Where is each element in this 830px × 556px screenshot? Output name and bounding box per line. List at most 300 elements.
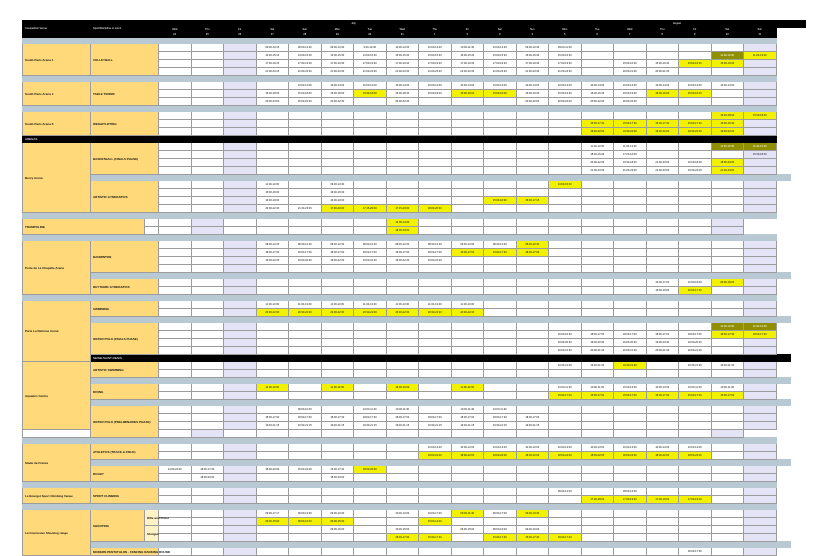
session-cell bbox=[711, 181, 744, 189]
session-cell bbox=[646, 474, 679, 482]
venue-header: Competition Venue bbox=[23, 21, 91, 38]
session-cell bbox=[354, 362, 387, 370]
session-cell bbox=[354, 112, 387, 120]
date-header: 7 bbox=[614, 33, 647, 38]
session-cell bbox=[744, 339, 777, 347]
session-cell bbox=[646, 205, 679, 213]
session-cell: 10:00-13:00 bbox=[646, 384, 679, 392]
session-cell bbox=[191, 370, 224, 378]
session-cell: 15:30-17:30 bbox=[386, 534, 419, 542]
session-cell: 19:00-20:30 bbox=[581, 339, 614, 347]
session-cell bbox=[386, 167, 419, 175]
session-cell: 08:30-12:30 bbox=[354, 241, 387, 249]
session-cell bbox=[711, 309, 744, 317]
session-cell: 15:00-17:00 bbox=[581, 392, 614, 400]
session-cell bbox=[289, 430, 322, 438]
session-cell bbox=[451, 370, 484, 378]
session-cell bbox=[386, 496, 419, 504]
session-cell: 10:00-13:00 bbox=[711, 82, 744, 90]
session-cell: 10:00-14:00 bbox=[614, 82, 647, 90]
schedule-row bbox=[23, 219, 806, 227]
session-cell bbox=[581, 205, 614, 213]
session-cell bbox=[549, 430, 582, 438]
session-cell bbox=[321, 219, 354, 227]
session-cell: 09:00-13:30 bbox=[516, 44, 549, 52]
session-cell bbox=[744, 474, 777, 482]
session-cell bbox=[484, 159, 517, 167]
session-cell: 19:30-22:00 bbox=[614, 128, 647, 136]
session-cell bbox=[354, 452, 387, 460]
session-cell: 20:30-22:30 bbox=[289, 309, 322, 317]
session-cell: 11:00-13:00 bbox=[354, 301, 387, 309]
session-cell bbox=[679, 151, 712, 159]
session-cell: 18:00-17:00 bbox=[451, 414, 484, 422]
session-cell bbox=[679, 52, 712, 60]
session-cell bbox=[744, 167, 777, 175]
session-cell bbox=[549, 496, 582, 504]
session-cell bbox=[191, 496, 224, 504]
session-cell bbox=[224, 98, 257, 106]
session-cell bbox=[159, 90, 192, 98]
session-cell: 18:00-17:00 bbox=[679, 331, 712, 339]
session-cell bbox=[516, 120, 549, 128]
session-cell bbox=[354, 526, 387, 534]
session-cell bbox=[581, 219, 614, 227]
session-cell bbox=[289, 189, 322, 197]
session-cell: 11:00-12:00 bbox=[451, 384, 484, 392]
session-cell bbox=[224, 44, 257, 52]
session-cell: 15:00-18:00 bbox=[256, 90, 289, 98]
schedule-table bbox=[22, 20, 806, 556]
session-cell: 18:00-17:30 bbox=[484, 414, 517, 422]
session-cell bbox=[744, 82, 777, 90]
session-cell bbox=[744, 534, 777, 542]
session-cell: 20:00-21:30 bbox=[679, 347, 712, 355]
session-cell: 15:00-17:40 bbox=[484, 534, 517, 542]
session-cell bbox=[451, 496, 484, 504]
session-cell bbox=[516, 370, 549, 378]
session-cell bbox=[354, 219, 387, 227]
session-cell: 20:30-22:30 bbox=[451, 309, 484, 317]
session-cell bbox=[581, 474, 614, 482]
session-cell bbox=[484, 430, 517, 438]
session-cell bbox=[711, 227, 744, 235]
session-cell bbox=[256, 392, 289, 400]
session-cell bbox=[289, 362, 322, 370]
session-cell: 21:00-23:00 bbox=[614, 167, 647, 175]
schedule-row bbox=[23, 444, 806, 452]
session-cell bbox=[744, 406, 777, 414]
session-cell bbox=[386, 265, 419, 273]
session-cell: 10:00-14:00 bbox=[321, 82, 354, 90]
session-cell bbox=[549, 189, 582, 197]
session-cell bbox=[386, 112, 419, 120]
date-header: 3 bbox=[484, 33, 517, 38]
session-cell bbox=[744, 347, 777, 355]
session-cell: 18:00-20:30 bbox=[419, 205, 452, 213]
session-cell bbox=[451, 331, 484, 339]
session-cell bbox=[256, 370, 289, 378]
session-cell: 09:00-10:30 bbox=[321, 510, 354, 518]
session-cell bbox=[321, 159, 354, 167]
session-cell: 15:00-14:00 bbox=[419, 518, 452, 526]
session-cell: 21:00-23:15 bbox=[256, 68, 289, 76]
session-cell bbox=[711, 241, 744, 249]
session-cell: 15:00-16:00 bbox=[679, 90, 712, 98]
session-cell: 09:00-13:30 bbox=[289, 44, 322, 52]
session-cell bbox=[289, 181, 322, 189]
session-cell bbox=[679, 44, 712, 52]
session-cell: 18:00-17:30 bbox=[711, 331, 744, 339]
session-cell bbox=[354, 323, 387, 331]
session-cell bbox=[646, 488, 679, 496]
session-cell bbox=[451, 362, 484, 370]
session-cell bbox=[679, 205, 712, 213]
session-cell bbox=[159, 309, 192, 317]
session-cell bbox=[679, 68, 712, 76]
session-cell bbox=[484, 488, 517, 496]
session-cell: 09:00-16:00 bbox=[484, 526, 517, 534]
session-cell bbox=[549, 301, 582, 309]
session-cell: 15:00-19:00 bbox=[711, 60, 744, 68]
session-cell: 13:00-15:30 bbox=[549, 181, 582, 189]
session-cell: 10:00-14:00 bbox=[419, 82, 452, 90]
session-cell bbox=[419, 406, 452, 414]
session-cell: 09:00-15:30 bbox=[321, 518, 354, 526]
session-cell bbox=[159, 181, 192, 189]
session-cell bbox=[159, 331, 192, 339]
session-cell: 11:00-13:00 bbox=[256, 181, 289, 189]
session-cell bbox=[516, 279, 549, 287]
session-cell bbox=[549, 112, 582, 120]
session-cell bbox=[679, 534, 712, 542]
session-cell bbox=[354, 496, 387, 504]
session-cell bbox=[289, 120, 322, 128]
sport-name: TABLE TENNIS bbox=[91, 82, 159, 106]
session-cell bbox=[256, 362, 289, 370]
session-cell bbox=[451, 112, 484, 120]
sub-event-name: Shotgun bbox=[145, 526, 159, 542]
session-cell: 17:00-19:30 bbox=[451, 60, 484, 68]
session-cell bbox=[289, 265, 322, 273]
session-cell: 20:00-22:00 bbox=[614, 98, 647, 106]
session-cell bbox=[419, 474, 452, 482]
session-cell bbox=[191, 197, 224, 205]
sport-name: ARTISTIC GYMNASTICS bbox=[91, 181, 159, 213]
session-cell bbox=[549, 249, 582, 257]
session-cell bbox=[516, 488, 549, 496]
session-cell bbox=[191, 90, 224, 98]
session-cell bbox=[224, 52, 257, 60]
session-cell: 15:00-16:30 bbox=[711, 120, 744, 128]
session-cell: 17:00-19:00 bbox=[646, 496, 679, 504]
session-cell bbox=[679, 227, 712, 235]
session-cell: 17:00-19:30 bbox=[484, 60, 517, 68]
session-cell bbox=[549, 518, 582, 526]
session-cell: 10:00-14:00 bbox=[354, 82, 387, 90]
session-cell bbox=[711, 406, 744, 414]
session-cell bbox=[711, 257, 744, 265]
session-cell bbox=[354, 384, 387, 392]
session-cell bbox=[354, 98, 387, 106]
session-cell bbox=[646, 257, 679, 265]
venue-name: Paris La Defense Arena bbox=[23, 301, 91, 362]
session-cell bbox=[484, 181, 517, 189]
session-cell bbox=[516, 474, 549, 482]
session-cell: 9:00-13:30 bbox=[354, 44, 387, 52]
session-cell bbox=[224, 384, 257, 392]
session-cell bbox=[451, 466, 484, 474]
session-cell bbox=[679, 197, 712, 205]
session-cell bbox=[386, 518, 419, 526]
session-cell bbox=[224, 444, 257, 452]
session-cell bbox=[614, 279, 647, 287]
session-cell bbox=[711, 205, 744, 213]
session-cell bbox=[711, 151, 744, 159]
session-cell bbox=[321, 279, 354, 287]
session-cell bbox=[451, 167, 484, 175]
session-cell: 10:00-14:00 bbox=[549, 82, 582, 90]
session-cell bbox=[646, 370, 679, 378]
session-cell bbox=[224, 159, 257, 167]
session-cell bbox=[679, 422, 712, 430]
session-cell: 19:00-22:30 bbox=[256, 257, 289, 265]
session-cell: 15:00-16:30 bbox=[549, 331, 582, 339]
session-cell: 15:30-18:00 bbox=[354, 90, 387, 98]
session-cell bbox=[516, 219, 549, 227]
session-cell: 20:00-22:00 bbox=[581, 98, 614, 106]
session-cell: 09:00-10:30 bbox=[289, 406, 322, 414]
session-cell: 21:30-23:00 bbox=[711, 167, 744, 175]
session-cell: 18:00-17:00 bbox=[354, 249, 387, 257]
session-cell: 19:30-21:15 bbox=[451, 422, 484, 430]
session-cell bbox=[224, 249, 257, 257]
session-cell bbox=[646, 362, 679, 370]
session-cell bbox=[386, 189, 419, 197]
session-cell: 21:00-23:30 bbox=[321, 68, 354, 76]
weekday-header: Tue bbox=[354, 28, 387, 33]
session-cell bbox=[744, 257, 777, 265]
session-cell bbox=[516, 257, 549, 265]
section-row bbox=[23, 355, 806, 362]
session-cell bbox=[289, 143, 322, 151]
session-cell bbox=[419, 496, 452, 504]
session-cell bbox=[321, 534, 354, 542]
session-cell bbox=[354, 120, 387, 128]
session-cell bbox=[256, 159, 289, 167]
session-cell: 20:00-21:30 bbox=[581, 347, 614, 355]
session-cell bbox=[191, 488, 224, 496]
session-cell: 10:00-13:00 bbox=[646, 444, 679, 452]
session-cell bbox=[289, 227, 322, 235]
session-cell bbox=[744, 241, 777, 249]
session-cell bbox=[256, 444, 289, 452]
session-cell: 19:30-22:00 bbox=[646, 128, 679, 136]
session-cell bbox=[711, 414, 744, 422]
session-cell: 19:30-21:15 bbox=[386, 422, 419, 430]
session-cell bbox=[711, 197, 744, 205]
session-cell bbox=[191, 339, 224, 347]
session-cell bbox=[744, 181, 777, 189]
session-cell bbox=[484, 466, 517, 474]
session-cell bbox=[679, 181, 712, 189]
session-cell bbox=[581, 406, 614, 414]
session-cell: 18:00-20:00 bbox=[191, 474, 224, 482]
session-cell bbox=[484, 112, 517, 120]
session-cell: 19:00-20:30 bbox=[679, 339, 712, 347]
session-cell bbox=[549, 279, 582, 287]
session-cell: 15:00-17:00 bbox=[711, 392, 744, 400]
session-cell bbox=[744, 265, 777, 273]
session-cell bbox=[646, 189, 679, 197]
session-cell bbox=[224, 422, 257, 430]
session-cell bbox=[711, 488, 744, 496]
table-header bbox=[23, 21, 806, 38]
session-cell bbox=[256, 219, 289, 227]
session-cell bbox=[159, 205, 192, 213]
session-cell bbox=[321, 128, 354, 136]
session-cell bbox=[224, 167, 257, 175]
sport-header: Sport/Discipline or event bbox=[91, 21, 159, 38]
session-cell bbox=[581, 548, 614, 556]
session-cell bbox=[549, 219, 582, 227]
session-cell bbox=[581, 279, 614, 287]
session-cell bbox=[614, 249, 647, 257]
weekday-header: Fri bbox=[679, 28, 712, 33]
session-cell bbox=[419, 430, 452, 438]
session-cell bbox=[484, 496, 517, 504]
session-cell bbox=[289, 339, 322, 347]
session-cell: 10:00-17:00 bbox=[646, 279, 679, 287]
session-cell bbox=[581, 197, 614, 205]
session-cell bbox=[159, 143, 192, 151]
session-cell bbox=[419, 339, 452, 347]
session-cell: 10:00-11:30 bbox=[451, 44, 484, 52]
session-cell bbox=[744, 98, 777, 106]
session-cell bbox=[744, 510, 777, 518]
session-cell bbox=[191, 534, 224, 542]
session-cell bbox=[354, 331, 387, 339]
session-cell: 15:00-17:30 bbox=[581, 120, 614, 128]
session-cell bbox=[451, 534, 484, 542]
session-cell bbox=[484, 323, 517, 331]
session-cell bbox=[354, 430, 387, 438]
session-cell bbox=[256, 265, 289, 273]
session-cell bbox=[744, 120, 777, 128]
session-cell bbox=[159, 392, 192, 400]
session-cell bbox=[581, 241, 614, 249]
session-cell bbox=[321, 331, 354, 339]
session-cell: 16:00-18:00 bbox=[679, 159, 712, 167]
session-cell bbox=[256, 120, 289, 128]
sport-name: BASKETBALL (FINALS PHASE) bbox=[91, 143, 159, 175]
session-cell: 19:00-22:30 bbox=[321, 257, 354, 265]
session-cell: 10:00-13:00 bbox=[614, 384, 647, 392]
session-cell bbox=[744, 205, 777, 213]
session-cell: 15:00-16:30 bbox=[581, 90, 614, 98]
session-cell: 18:00-17:00 bbox=[419, 414, 452, 422]
session-cell bbox=[646, 52, 679, 60]
session-cell: 19:00-22:30 bbox=[289, 257, 322, 265]
session-cell bbox=[646, 323, 679, 331]
session-cell bbox=[159, 474, 192, 482]
session-cell bbox=[224, 323, 257, 331]
session-cell: 20:00-22:00 bbox=[549, 98, 582, 106]
session-cell bbox=[451, 518, 484, 526]
session-cell: 15:00-17:30 bbox=[614, 120, 647, 128]
session-cell bbox=[289, 331, 322, 339]
session-cell bbox=[581, 309, 614, 317]
session-cell bbox=[159, 241, 192, 249]
sport-name: SHOOTING bbox=[91, 510, 145, 542]
session-cell bbox=[516, 167, 549, 175]
session-cell bbox=[484, 370, 517, 378]
session-cell bbox=[321, 452, 354, 460]
session-cell: 09:00-17:17 bbox=[256, 510, 289, 518]
session-cell bbox=[419, 98, 452, 106]
session-cell bbox=[386, 347, 419, 355]
session-cell bbox=[159, 301, 192, 309]
session-cell bbox=[354, 197, 387, 205]
session-cell bbox=[581, 52, 614, 60]
session-cell: 19:00-22:30 bbox=[354, 257, 387, 265]
session-cell: 15:00-15:30 bbox=[419, 52, 452, 60]
venue-name: Stade de France bbox=[23, 444, 91, 482]
venue-name: Aquatics Centre bbox=[23, 362, 91, 430]
session-cell bbox=[516, 548, 549, 556]
session-cell: 20:00-21:30 bbox=[549, 347, 582, 355]
session-cell bbox=[451, 347, 484, 355]
session-cell: 15:00-19:00 bbox=[646, 287, 679, 295]
date-header: 26 bbox=[224, 33, 257, 38]
session-cell bbox=[646, 143, 679, 151]
session-cell bbox=[386, 181, 419, 189]
session-cell bbox=[191, 189, 224, 197]
session-cell bbox=[386, 323, 419, 331]
session-cell bbox=[744, 488, 777, 496]
session-cell: 10:00-13:00 bbox=[614, 444, 647, 452]
session-cell bbox=[549, 323, 582, 331]
session-cell bbox=[386, 474, 419, 482]
session-cell bbox=[451, 181, 484, 189]
session-cell: 18:00-22:00 bbox=[646, 452, 679, 460]
session-cell: 15:00-17:30 bbox=[484, 249, 517, 257]
session-cell bbox=[321, 151, 354, 159]
session-cell bbox=[224, 287, 257, 295]
session-cell bbox=[516, 496, 549, 504]
session-cell bbox=[484, 362, 517, 370]
session-cell: 15:00-17:00 bbox=[646, 392, 679, 400]
session-cell bbox=[321, 362, 354, 370]
session-cell bbox=[191, 444, 224, 452]
sub-event-name: Rifle and Pistol bbox=[145, 510, 159, 526]
session-cell bbox=[419, 227, 452, 235]
session-cell: 19:00-20:30 bbox=[614, 339, 647, 347]
session-cell bbox=[581, 323, 614, 331]
session-cell bbox=[159, 167, 192, 175]
session-cell bbox=[321, 339, 354, 347]
session-cell: 09:00-13:15 bbox=[256, 44, 289, 52]
session-cell: 15:00-16:00 bbox=[256, 189, 289, 197]
session-cell bbox=[549, 241, 582, 249]
session-cell bbox=[614, 181, 647, 189]
session-cell bbox=[289, 548, 322, 556]
date-header: 24 bbox=[159, 33, 192, 38]
session-cell bbox=[549, 197, 582, 205]
session-cell bbox=[614, 205, 647, 213]
session-cell bbox=[549, 143, 582, 151]
session-cell bbox=[744, 189, 777, 197]
